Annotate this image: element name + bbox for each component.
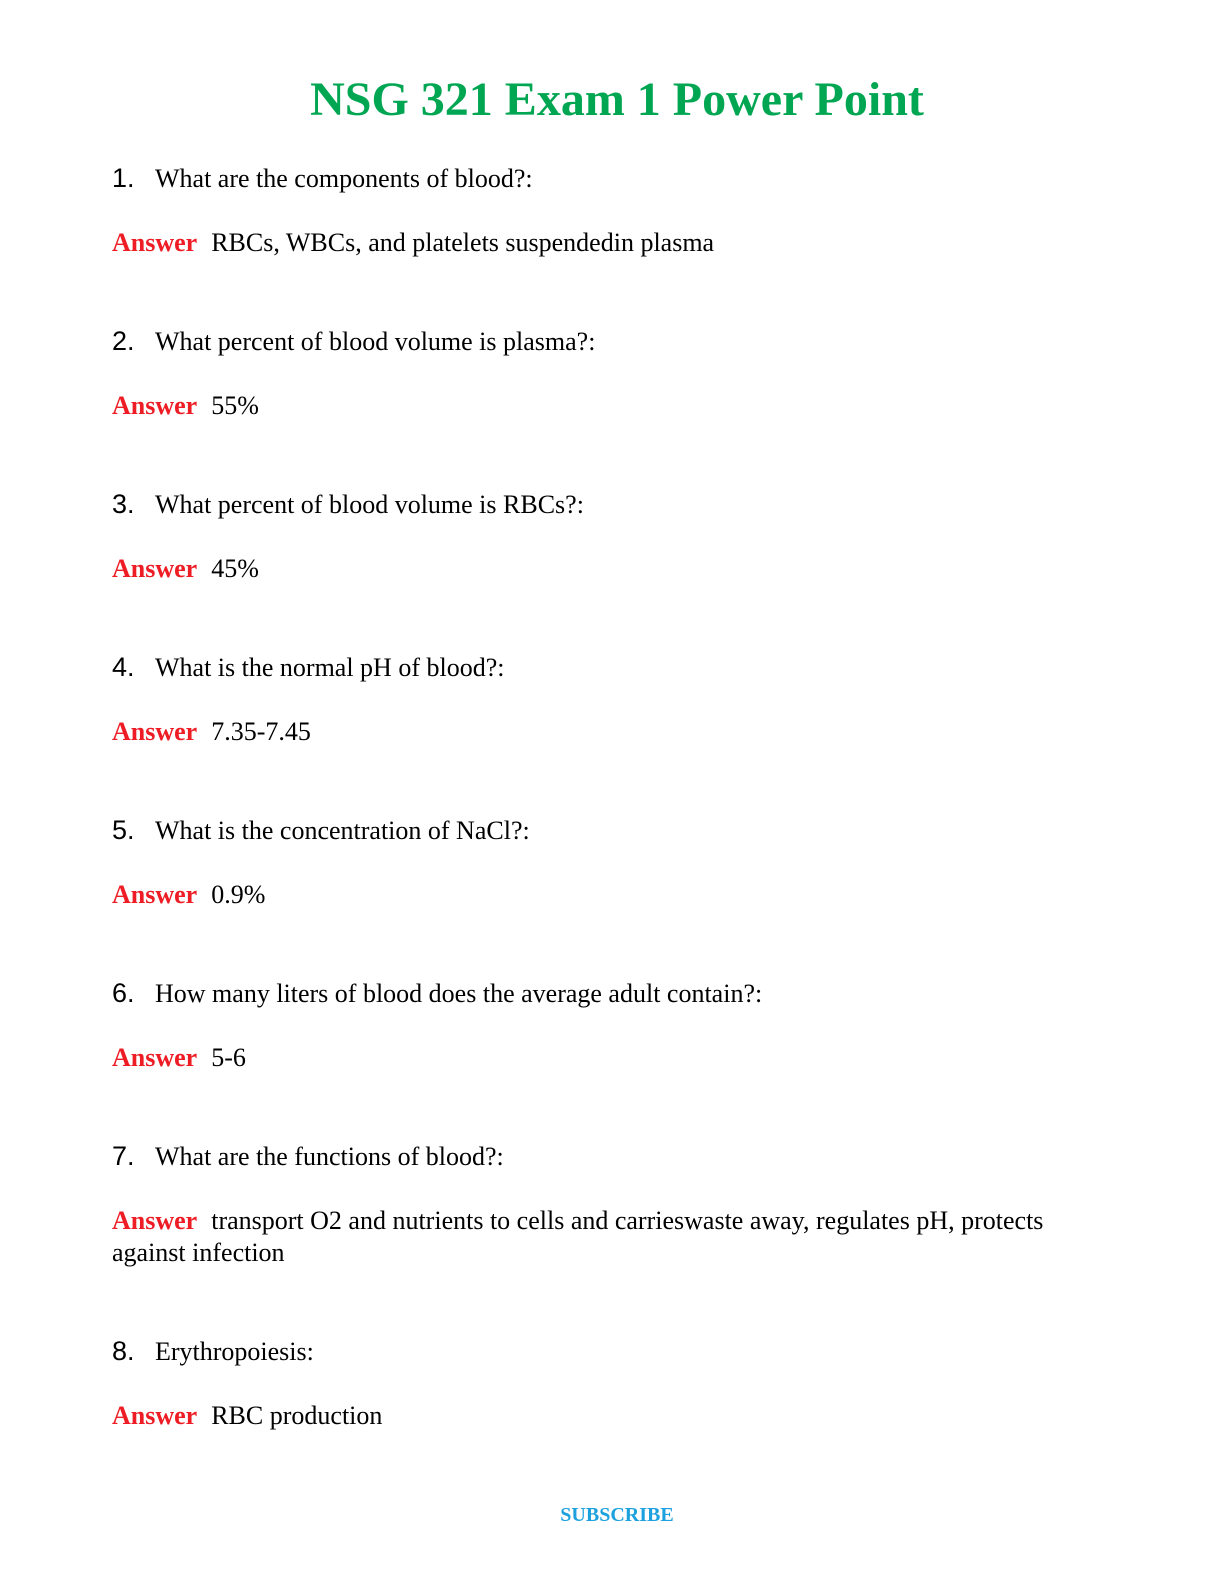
question	[112, 978, 1122, 1018]
qa-item-2	[112, 326, 1122, 422]
answer	[112, 1205, 1122, 1269]
answer	[112, 1042, 1122, 1074]
qa-item-5	[112, 815, 1122, 911]
answer-text: 0.9%	[211, 880, 266, 909]
qa-item-3	[112, 489, 1122, 585]
answer-label: Answer	[112, 717, 198, 746]
qa-item-4	[112, 652, 1122, 748]
question-number: 6.	[112, 978, 135, 1008]
question-text: What percent of blood volume is RBCs?:	[155, 490, 584, 519]
answer-text: RBC production	[211, 1401, 383, 1430]
question-number: 8.	[112, 1336, 135, 1366]
question	[112, 326, 1122, 366]
question-text: Erythropoiesis:	[155, 1337, 314, 1366]
answer	[112, 716, 1122, 748]
answer	[112, 879, 1122, 911]
answer-label: Answer	[112, 554, 198, 583]
answer	[112, 227, 1122, 259]
qa-item-1	[112, 163, 1122, 259]
answer-text: 55%	[211, 391, 259, 420]
answer-label: Answer	[112, 1043, 198, 1072]
answer-text: transport O2 and nutrients to cells and carrieswaste away, regulates pH, protects against infection	[112, 1206, 1044, 1267]
question-number: 2.	[112, 326, 135, 356]
qa-item-7	[112, 1141, 1122, 1269]
answer	[112, 1400, 1122, 1432]
subscribe-link[interactable]: SUBSCRIBE	[560, 1504, 674, 1526]
question-number: 3.	[112, 489, 135, 519]
answer-text: 5-6	[211, 1043, 246, 1072]
question	[112, 652, 1122, 692]
answer	[112, 553, 1122, 585]
question-number: 7.	[112, 1141, 135, 1171]
question	[112, 1141, 1122, 1181]
answer-text: RBCs, WBCs, and platelets suspendedin plasma	[211, 228, 715, 257]
question	[112, 163, 1122, 203]
question-text: What are the functions of blood?:	[155, 1142, 504, 1171]
qa-item-8	[112, 1336, 1122, 1432]
question-text: What is the normal pH of blood?:	[155, 653, 505, 682]
answer-label: Answer	[112, 228, 198, 257]
question-number: 5.	[112, 815, 135, 845]
answer-label: Answer	[112, 1206, 198, 1235]
answer-text: 7.35-7.45	[211, 717, 311, 746]
question-text: What are the components of blood?:	[155, 164, 533, 193]
question	[112, 815, 1122, 855]
question-text: How many liters of blood does the average adult contain?:	[155, 979, 763, 1008]
answer	[112, 390, 1122, 422]
question-number: 1.	[112, 163, 135, 193]
question-text: What is the concentration of NaCl?:	[155, 816, 530, 845]
question	[112, 1336, 1122, 1376]
question	[112, 489, 1122, 529]
answer-label: Answer	[112, 391, 198, 420]
answer-text: 45%	[211, 554, 259, 583]
answer-label: Answer	[112, 880, 198, 909]
question-text: What percent of blood volume is plasma?:	[155, 327, 596, 356]
answer-label: Answer	[112, 1401, 198, 1430]
qa-item-6	[112, 978, 1122, 1074]
question-number: 4.	[112, 652, 135, 682]
page-title: NSG 321 Exam 1 Power Point	[310, 73, 924, 126]
